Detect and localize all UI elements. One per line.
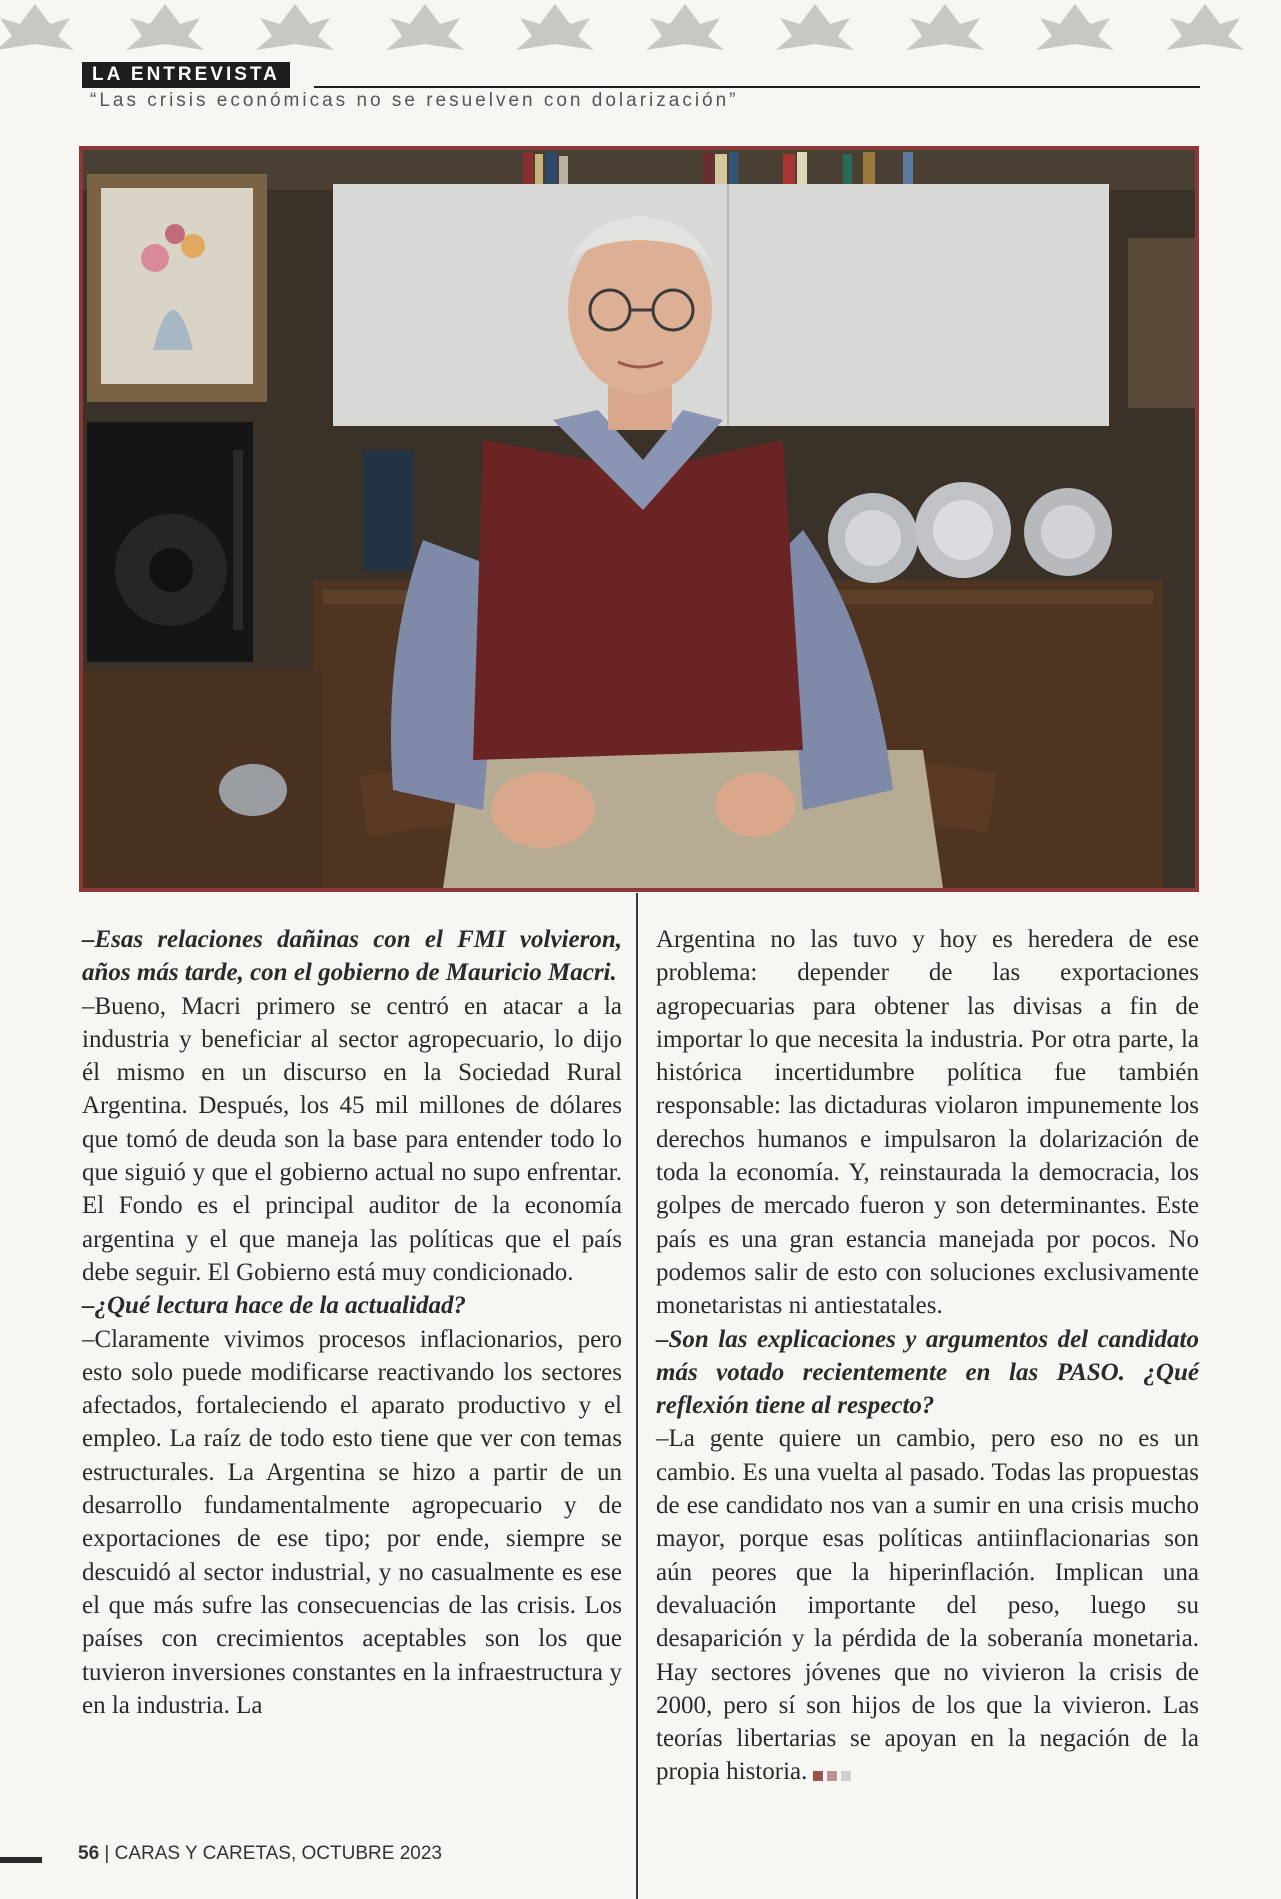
interview-photo — [79, 146, 1199, 892]
section-label: LA ENTREVISTA — [82, 62, 290, 88]
answer-paragraph: –Bueno, Macri primero se centró en atacar a la industria y beneficiar al sector agropecuario, lo dijo él mismo en un discurso en la Sociedad Rural Argentina. Después, los 45 mil millones de dólares que tomó de deuda son la base para entender todo lo que siguió y que el gobierno actual no supo enfrentar. El Fondo es el principal auditor de la economía argentina y el que maneja las políticas que el país debe seguir. El Gobierno está muy condicionado. — [82, 992, 622, 1286]
header-rule — [314, 86, 1200, 88]
column-divider — [636, 893, 638, 1899]
ornament-motif — [386, 4, 464, 50]
ornament-motif — [1036, 4, 1114, 50]
question-paragraph: –Son las explicaciones y argumentos del candidato más votado recientemente en las PASO. ¿Qué reflexión tiene al respecto? — [656, 1325, 1199, 1420]
ornament-motif — [906, 4, 984, 50]
end-mark-square — [827, 1771, 837, 1781]
question-paragraph: –¿Qué lectura hace de la actualidad? — [82, 1292, 466, 1320]
end-mark-square — [841, 1771, 851, 1781]
ornament-motif — [646, 4, 724, 50]
ornament-motif — [516, 4, 594, 50]
article-subtitle: “Las crisis económicas no se resuelven con dolarización” — [90, 90, 739, 111]
footer-bar — [0, 1857, 42, 1863]
section-header — [82, 60, 1200, 90]
page-footer — [78, 1843, 442, 1865]
ornament-motif — [256, 4, 334, 50]
question-paragraph: –Esas relaciones dañinas con el FMI volvieron, años más tarde, con el gobierno de Mauricio Macri. — [82, 926, 622, 987]
end-mark-square — [813, 1771, 823, 1781]
article-column-right — [656, 923, 1199, 1790]
footer-separator: | — [104, 1843, 110, 1864]
ornament-motif — [126, 4, 204, 50]
page-number: 56 — [78, 1843, 100, 1864]
decorative-ornament-band — [0, 0, 1281, 62]
ornament-motif — [1166, 4, 1244, 50]
publication-info: CARAS Y CARETAS, OCTUBRE 2023 — [114, 1843, 442, 1864]
ornament-motif — [776, 4, 854, 50]
final-answer-text: –La gente quiere un cambio, pero eso no es un cambio. Es una vuelta al pasado. Todas las propuestas de ese candidato nos van a sumir en una crisis mucho mayor, porque esas políticas antiinflacionarias son aún peores que la hiperinflación. Implican una devaluación importante del peso, luego su desaparición y la pérdida de la soberanía monetaria. Hay sectores jóvenes que no vivieron la crisis de 2000, pero sí son hijos de los que la vivieron. Las teorías libertarias se apoyan en la negación de la propia historia. — [656, 1425, 1199, 1786]
ornament-motif — [0, 4, 74, 50]
end-of-article-marks — [813, 1757, 855, 1790]
answer-paragraph: –Claramente vivimos procesos inflacionarios, pero esto solo puede modificarse reactivando los sectores afectados, fortaleciendo el aparato productivo y el empleo. La raíz de todo esto tiene que ver con temas estructurales. La Argentina se hizo a partir de un desarrollo fundamentalmente agropecuario y de exportaciones de ese tipo; por ende, siempre se descuidó al sector industrial, y no casualmente es ese el que más sufre las consecuencias de las crisis. Los países con crecimientos aceptables son los que tuvieron inversiones constantes en la infraestructura y en la industria. La — [82, 1325, 622, 1719]
answer-paragraph: Argentina no las tuvo y hoy es heredera de ese problema: depender de las exportaciones agropecuarias para obtener las divisas a fin de importar lo que necesita la industria. Por otra parte, la histórica incertidumbre política fue también responsable: las dictaduras violaron impunemente los derechos humanos e impulsaron la dolarización de toda la economía. Y, reinstaurada la democracia, los golpes de mercado fueron y son determinantes. Este país es una gran estancia manejada por pocos. No podemos salir de esto con soluciones exclusivamente monetaristas ni antiestatales. — [656, 926, 1199, 1320]
answer-paragraph — [656, 1422, 1199, 1790]
article-column-left — [82, 923, 622, 1722]
